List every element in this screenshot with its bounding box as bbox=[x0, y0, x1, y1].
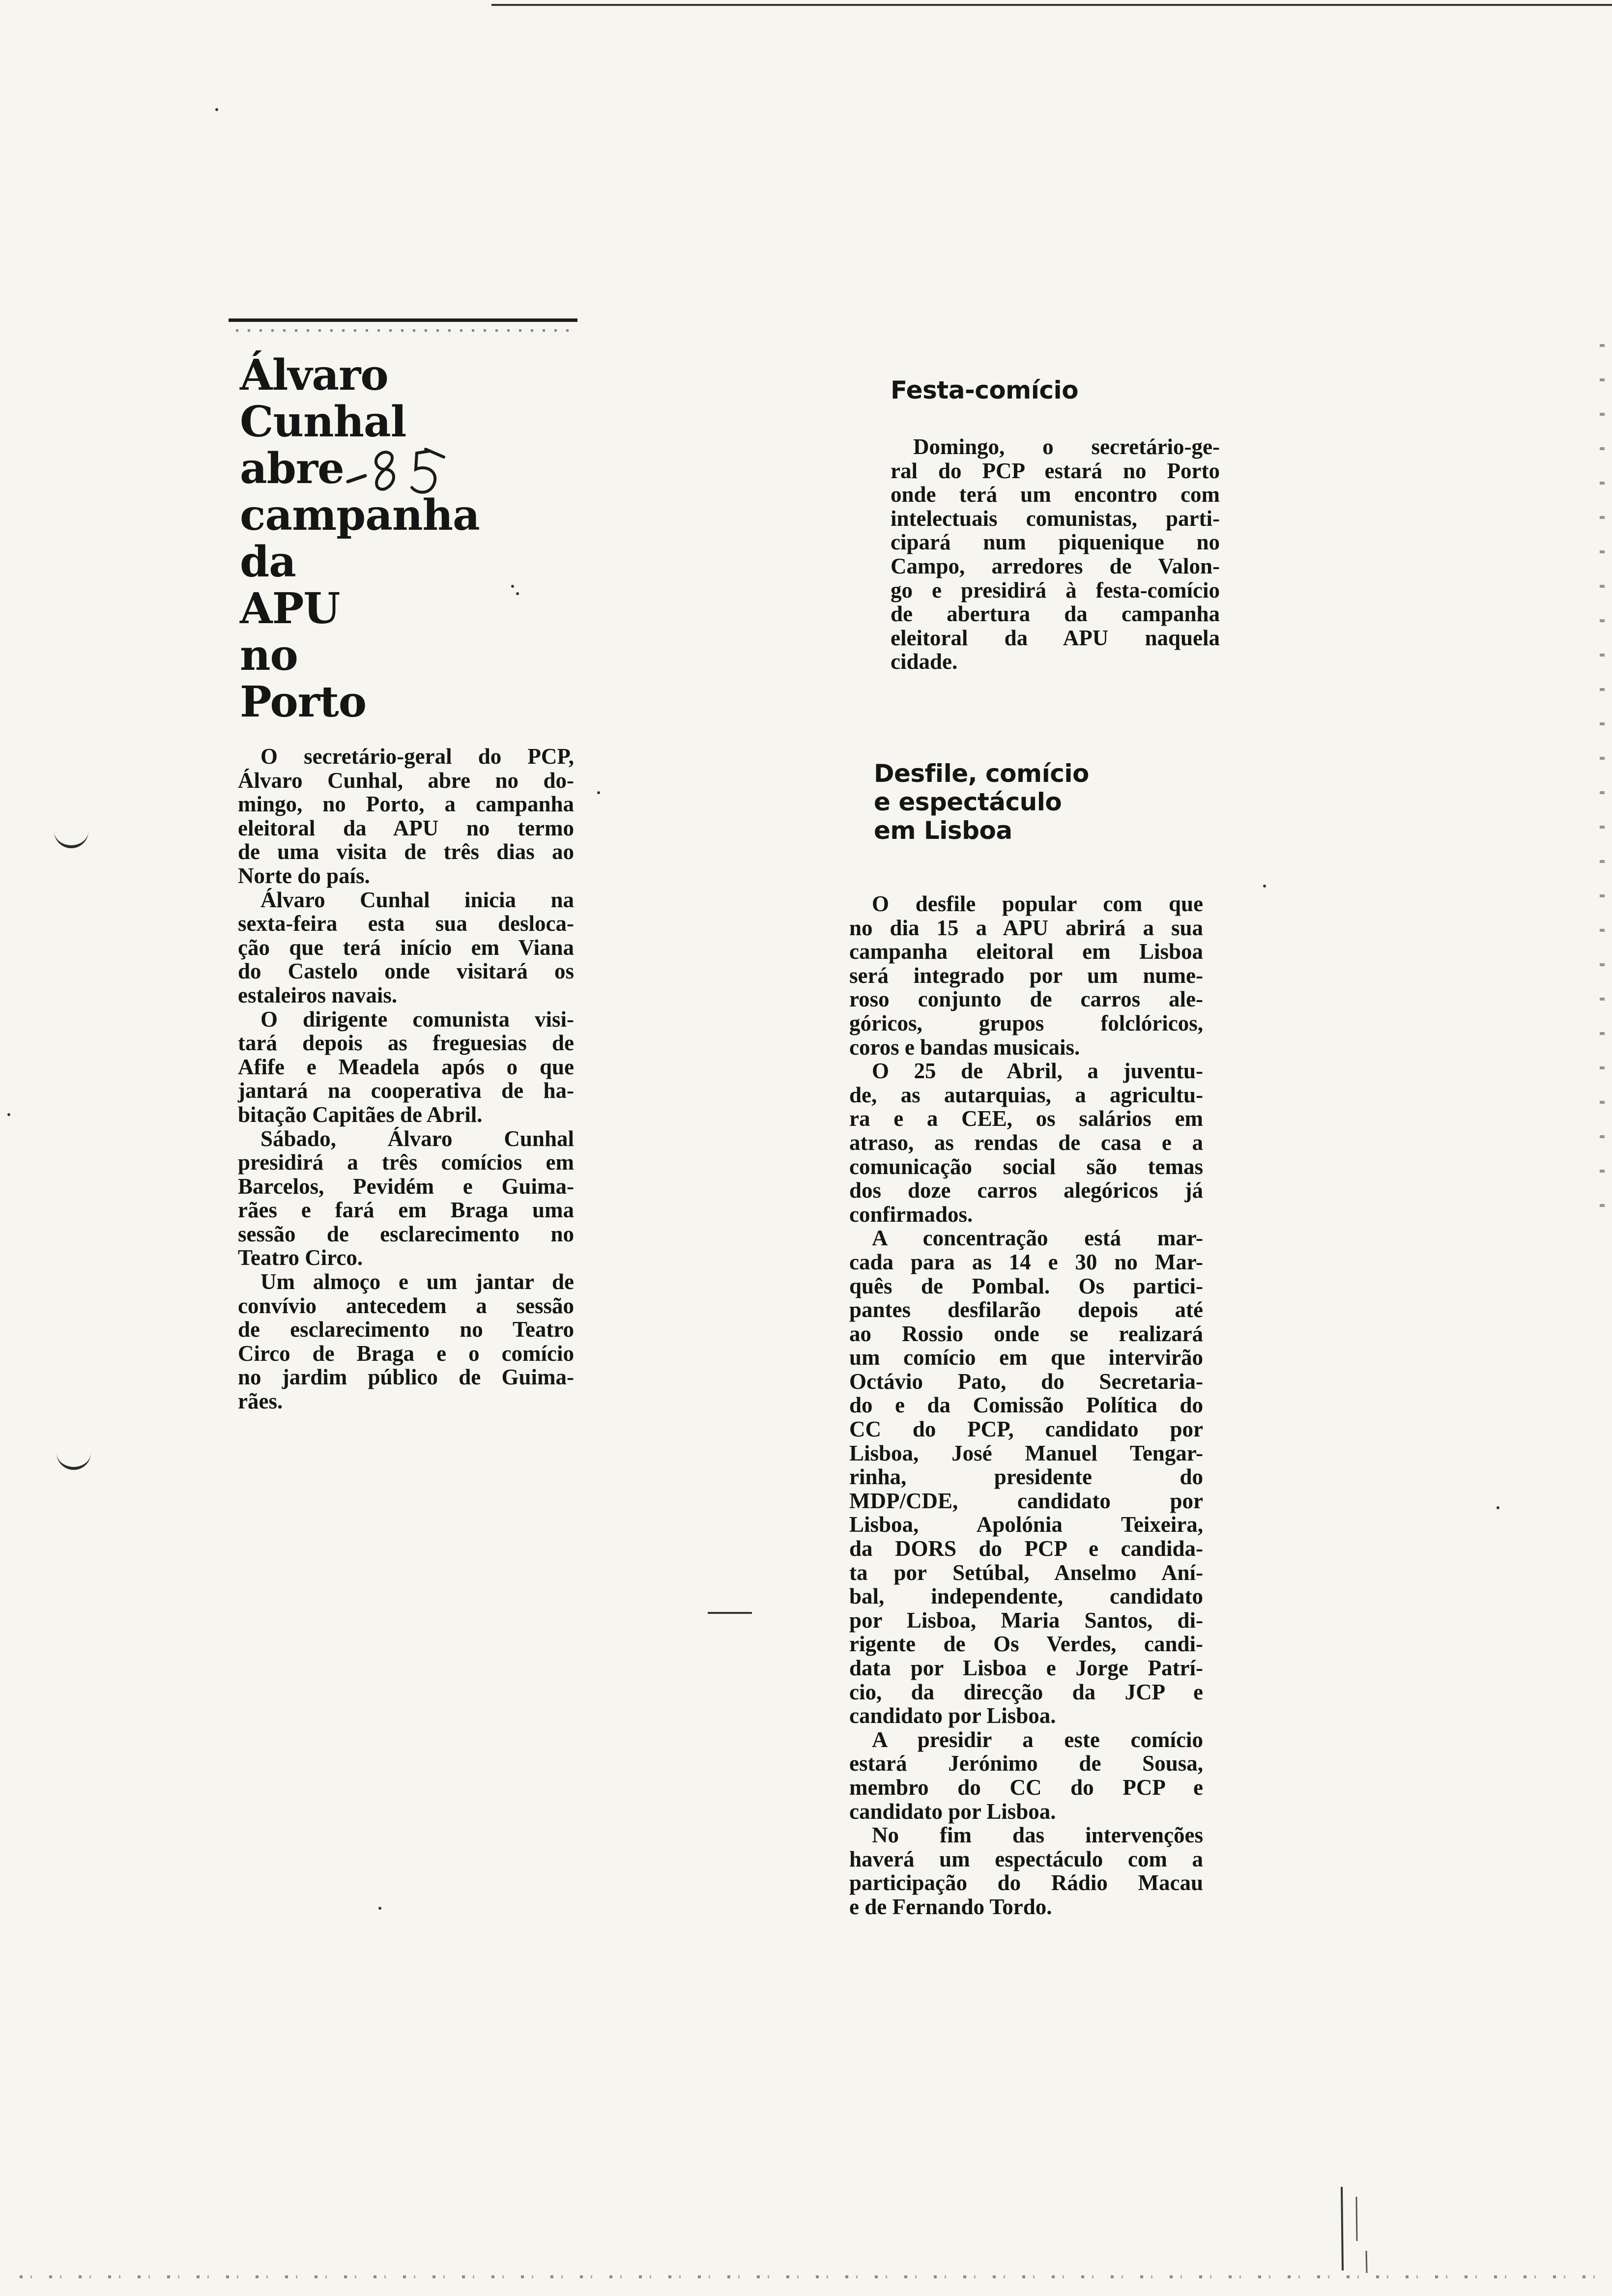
headline-word: da bbox=[240, 537, 296, 587]
text-line: Barcelos, Pevidém e Guima- bbox=[238, 1174, 574, 1199]
text-line: confirmados. bbox=[849, 1202, 973, 1227]
text-line: do Castelo onde visitará os bbox=[238, 959, 574, 984]
desfile-lisboa-body bbox=[849, 892, 1203, 1919]
text-line: cipará num piquenique no bbox=[891, 530, 1220, 555]
text-line: coros e bandas musicais. bbox=[849, 1034, 1080, 1060]
text-line: Teatro Circo. bbox=[238, 1245, 363, 1270]
text-line: rinha, presidente do bbox=[849, 1464, 1203, 1490]
text-line: Domingo, o secretário-ge- bbox=[913, 434, 1220, 459]
scan-speck bbox=[7, 1113, 10, 1116]
binder-hole-mark-lower bbox=[57, 1447, 91, 1470]
text-line: de esclarecimento no Teatro bbox=[238, 1317, 574, 1342]
scan-speck bbox=[1497, 1506, 1499, 1509]
text-line: ção que terá início em Viana bbox=[238, 935, 574, 960]
headline-word: abre bbox=[240, 444, 344, 493]
text-line: no dia 15 a APU abrirá a sua bbox=[849, 915, 1203, 940]
text-line: A presidir a este comício bbox=[872, 1727, 1203, 1752]
text-line: será integrado por um nume- bbox=[849, 963, 1203, 988]
text-line: O 25 de Abril, a juventu- bbox=[872, 1059, 1203, 1084]
text-line: Lisboa, José Manuel Tengar- bbox=[849, 1440, 1203, 1465]
text-line: Afife e Meadela após o que bbox=[238, 1054, 574, 1079]
text-line: estaleiros navais. bbox=[238, 982, 398, 1007]
column-separator-dash bbox=[708, 1612, 752, 1614]
text-line: comunicação social são temas bbox=[849, 1154, 1203, 1179]
headline-word: no bbox=[240, 631, 298, 680]
article-headline bbox=[240, 352, 515, 725]
subhead-line: em Lisboa bbox=[874, 816, 1012, 845]
text-line: CC do PCP, candidato por bbox=[849, 1417, 1203, 1442]
text-line: ra e a CEE, os salários em bbox=[849, 1106, 1203, 1131]
text-line: presidirá a três comícios em bbox=[238, 1150, 574, 1175]
text-line: campanha eleitoral em Lisboa bbox=[849, 939, 1203, 964]
text-line: Um almoço e um jantar de bbox=[260, 1269, 574, 1294]
text-line: Álvaro Cunhal inicia na bbox=[260, 887, 574, 912]
text-line: O desfile popular com que bbox=[872, 891, 1203, 916]
text-line: onde terá um encontro com bbox=[891, 482, 1220, 507]
text-line: góricos, grupos folclóricos, bbox=[849, 1010, 1203, 1035]
text-line: quês de Pombal. Os partici- bbox=[849, 1273, 1203, 1298]
text-line: Campo, arredores de Valon- bbox=[891, 553, 1220, 578]
text-line: tará depois as freguesias de bbox=[238, 1031, 574, 1056]
text-line: bitação Capitães de Abril. bbox=[238, 1102, 483, 1127]
text-line: haverá um espectáculo com a bbox=[849, 1846, 1203, 1871]
subhead-line: Festa-comício bbox=[891, 376, 1079, 404]
text-line: do e da Comissão Política do bbox=[849, 1393, 1203, 1418]
text-line: de abertura da campanha bbox=[891, 602, 1220, 627]
text-line: roso conjunto de carros ale- bbox=[849, 987, 1203, 1012]
text-line: MDP/CDE, candidato por bbox=[849, 1488, 1203, 1513]
text-line: ta por Setúbal, Anselmo Aní- bbox=[849, 1560, 1203, 1585]
text-line: ao Rossio onde se realizará bbox=[849, 1321, 1203, 1346]
text-line: membro do CC do PCP e bbox=[849, 1775, 1203, 1800]
text-line: eleitoral da APU naquela bbox=[891, 625, 1220, 650]
text-line: Álvaro Cunhal, abre no do- bbox=[238, 768, 574, 793]
text-line: Sábado, Álvaro Cunhal bbox=[260, 1126, 574, 1151]
headline-word: Porto bbox=[240, 677, 367, 727]
text-line: rães. bbox=[238, 1389, 283, 1414]
text-line: cidade. bbox=[891, 649, 958, 674]
scan-top-rule bbox=[491, 4, 1612, 6]
text-line: eleitoral da APU no termo bbox=[238, 815, 574, 840]
scan-speck bbox=[378, 1907, 381, 1910]
text-line: ral do PCP estará no Porto bbox=[891, 458, 1220, 483]
text-line: mingo, no Porto, a campanha bbox=[238, 792, 574, 817]
scan-corner-marks bbox=[1337, 2182, 1381, 2275]
text-line: Lisboa, Apolónia Teixeira, bbox=[849, 1512, 1203, 1537]
text-line: intelectuais comunistas, parti- bbox=[891, 506, 1220, 531]
binder-hole-mark-upper bbox=[54, 826, 88, 848]
subhead-desfile-lisboa bbox=[874, 759, 1089, 845]
handwritten-note-85 bbox=[338, 442, 486, 506]
text-line: data por Lisboa e Jorge Patrí- bbox=[849, 1656, 1203, 1680]
subhead-festa-comicio bbox=[891, 376, 1078, 404]
left-column-body bbox=[238, 745, 574, 1413]
text-line: go e presidirá à festa-comício bbox=[891, 577, 1220, 603]
text-line: por Lisboa, Maria Santos, di- bbox=[849, 1607, 1203, 1633]
headline-rule bbox=[229, 318, 577, 322]
text-line: sessão de esclarecimento no bbox=[238, 1221, 574, 1246]
scan-right-edge-marks bbox=[1600, 344, 1605, 1229]
text-line: dos doze carros alegóricos já bbox=[849, 1178, 1203, 1203]
scan-speck bbox=[516, 592, 519, 595]
text-line: atraso, as rendas de casa e a bbox=[849, 1130, 1203, 1155]
text-line: jantará na cooperativa de ha- bbox=[238, 1078, 574, 1103]
text-line: Octávio Pato, do Secretaria- bbox=[849, 1369, 1203, 1394]
scan-speck bbox=[1263, 885, 1266, 888]
text-line: no jardim público de Guima- bbox=[238, 1365, 574, 1390]
text-line: Circo de Braga e o comício bbox=[238, 1341, 574, 1366]
text-line: rigente de Os Verdes, candi- bbox=[849, 1632, 1203, 1657]
text-line: Norte do país. bbox=[238, 863, 370, 888]
scan-bottom-noise bbox=[20, 2275, 1602, 2278]
scan-speck bbox=[215, 108, 218, 111]
text-line: candidato por Lisboa. bbox=[849, 1703, 1056, 1728]
text-line: convívio antecedem a sessão bbox=[238, 1293, 574, 1318]
text-line: um comício em que intervirão bbox=[849, 1345, 1203, 1370]
text-line: de, as autarquias, a agricultu- bbox=[849, 1082, 1203, 1107]
subhead-line: e espectáculo bbox=[874, 788, 1062, 816]
text-line: estará Jerónimo de Sousa, bbox=[849, 1751, 1203, 1776]
headline-word: Cunhal bbox=[240, 397, 406, 447]
subhead-line: Desfile, comício bbox=[874, 759, 1089, 788]
text-line: da DORS do PCP e candida- bbox=[849, 1536, 1203, 1561]
text-line: cada para as 14 e 30 no Mar- bbox=[849, 1249, 1203, 1274]
text-line: participação do Rádio Macau bbox=[849, 1870, 1203, 1895]
text-line: O dirigente comunista visi- bbox=[260, 1006, 574, 1032]
text-line: de uma visita de três dias ao bbox=[238, 839, 574, 864]
text-line: No fim das intervenções bbox=[872, 1823, 1203, 1848]
headline-dotted-rule bbox=[236, 329, 570, 332]
text-line: rães e fará em Braga uma bbox=[238, 1198, 574, 1223]
text-line: pantes desfilarão depois até bbox=[849, 1297, 1203, 1322]
text-line: O secretário-geral do PCP, bbox=[260, 744, 574, 769]
headline-word: Álvaro bbox=[240, 350, 388, 400]
scan-speck bbox=[597, 791, 600, 794]
headline-word: campanha bbox=[240, 490, 480, 540]
text-line: sexta-feira esta sua desloca- bbox=[238, 911, 574, 936]
text-line: cio, da direcção da JCP e bbox=[849, 1679, 1203, 1704]
festa-comicio-body bbox=[891, 435, 1220, 674]
text-line: bal, independente, candidato bbox=[849, 1584, 1203, 1609]
text-line: A concentração está mar- bbox=[872, 1226, 1203, 1251]
text-line: e de Fernando Tordo. bbox=[849, 1894, 1052, 1919]
headline-word: APU bbox=[240, 584, 340, 633]
text-line: candidato por Lisboa. bbox=[849, 1799, 1056, 1824]
scan-speck bbox=[511, 585, 514, 588]
